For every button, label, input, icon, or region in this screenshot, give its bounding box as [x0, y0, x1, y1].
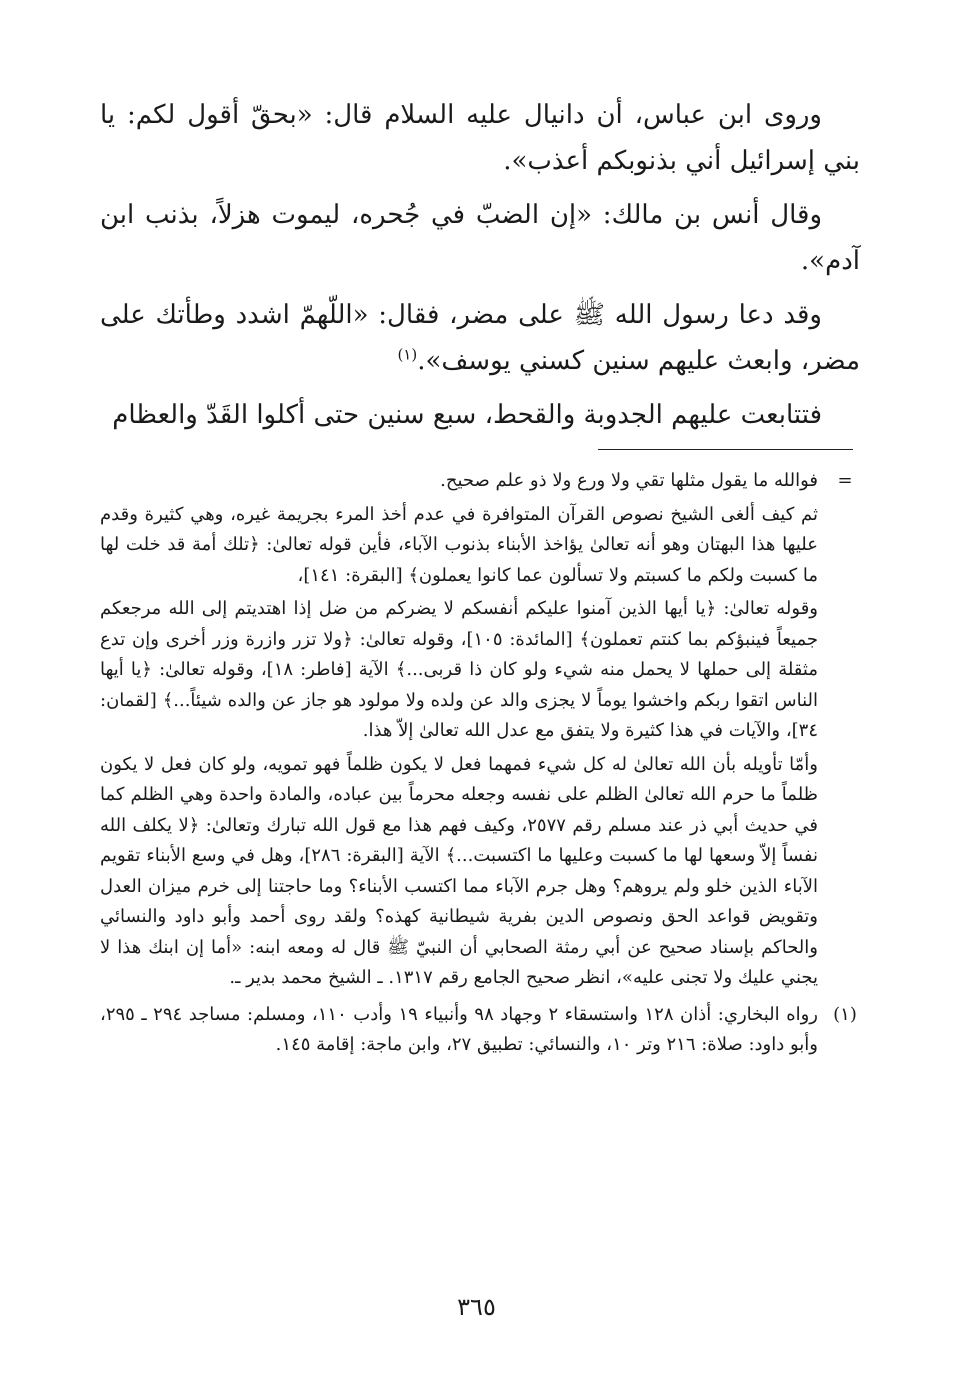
footnote-continuation [100, 466, 860, 994]
footnote-text: رواه البخاري: أذان ١٢٨ واستسقاء ٢ وجهاد ٩٨ وأنبياء ١٩ وأدب ١١٠، ومسلم: مساجد ٢٩٤ ـ ٢٩٥، وأبو داود: صلاة: ٢١٦ وتر ١٠، والنسائي: تطبيق ٢٧، وابن ماجة: إقامة ١٤٥. [100, 1003, 819, 1055]
page-number: ٣٦٥ [457, 1293, 496, 1321]
main-text [100, 92, 860, 446]
main-paragraph: وروى ابن عباس، أن دانيال عليه السلام قال: «بحقّ أقول لكم: يا بني إسرائيل أني بذنوبكم أعذب». [100, 100, 860, 176]
footnote-reference[interactable]: (١) [397, 345, 418, 364]
main-paragraph: وقال أنس بن مالك: «إن الضبّ في جُحره، ليموت هزلاً، بذنب ابن آدم». [100, 200, 860, 276]
footnote-number: (١) [833, 1003, 857, 1025]
footnote-paragraph: ثم كيف ألغى الشيخ نصوص القرآن المتوافرة في عدم أخذ المرء بجريمة غيره، وهي كثيرة وقدم عليها هذا البهتان وهو أنه تعالىٰ يؤاخذ الأبناء بذنوب الآباء، فأين قوله تعالىٰ: ﴿تلك أمة قد خلت لها ما كسبت ولكم ما كسبتم ولا تسألون عما كانوا يعملون﴾ [البقرة: ١٤١]، [100, 503, 818, 586]
main-paragraph [100, 292, 860, 384]
footnote-paragraph: فوالله ما يقول مثلها تقي ولا ورع ولا ذو علم صحيح. [440, 470, 818, 491]
main-paragraph-text: وقد دعا رسول الله ﷺ على مضر، فقال: «اللّهمّ اشدد وطأتك على مضر، وابعث عليهم سنين كسني يوسف». [100, 300, 860, 376]
continuation-mark: = [837, 470, 853, 491]
footnotes [100, 466, 860, 1065]
main-paragraph: فتتابعت عليهم الجدوبة والقحط، سبع سنين حتى أكلوا القَدّ والعظام [112, 400, 822, 430]
footnote-1 [100, 1000, 860, 1061]
footnote-paragraph: وأمّا تأويله بأن الله تعالىٰ له كل شيء فمهما فعل لا يكون ظلماً فهو تمويه، ولو كان فعل لا يكون ظلماً ما حرم الله تعالىٰ الظلم على نفسه وجعله محرماً بين عباده، والمادة واحدة وهي الظلم كما في حديث أبي ذر عند مسلم رقم ٢٥٧٧، وكيف فهم هذا مع قول الله تبارك وتعالىٰ: ﴿لا يكلف الله نفساً إلاّ وسعها لها ما كسبت وعليها ما اكتسبت...﴾ الآية [البقرة: ٢٨٦]، وهل في وسع الأبناء تقويم الآباء الذين خلو ولم يروهم؟ وهل جرم الآباء مما اكتسب الأبناء؟ وما حاجتنا إلى خرم ميزان العدل وتقويض قواعد الحق ونصوص الدين بفرية شيطانية كهذه؟ ولقد روى أحمد وأبو داود والنسائي والحاكم بإسناد صحيح عن أبي رمثة الصحابي أن النبيّ ﷺ قال له ومعه ابنه: «أما إن ابنك هذا لا يجني عليك ولا تجنى عليه»، انظر صحيح الجامع رقم ١٣١٧. ـ الشيخ محمد بدير ـ. [100, 753, 819, 988]
footnote-separator [598, 449, 853, 450]
footnote-paragraph: وقوله تعالىٰ: ﴿يا أيها الذين آمنوا عليكم أنفسكم لا يضركم من ضل إذا اهتديتم إلى الله مرجعكم جميعاً فينبؤكم بما كنتم تعملون﴾ [المائدة: ١٠٥]، وقوله تعالىٰ: ﴿ولا تزر وازرة وزر أخرى وإن تدع مثقلة إلى حملها لا يحمل منه شيء ولو كان ذا قربى...﴾ الآية [فاطر: ١٨]، وقوله تعالىٰ: ﴿يا أيها الناس اتقوا ربكم واخشوا يوماً لا يجزى والد عن ولده ولا مولود هو جاز عن والده شيئاً...﴾ [لقمان: ٣٤]، والآيات في هذا كثيرة ولا يتفق مع عدل الله تعالىٰ إلاّ هذا. [100, 598, 818, 741]
